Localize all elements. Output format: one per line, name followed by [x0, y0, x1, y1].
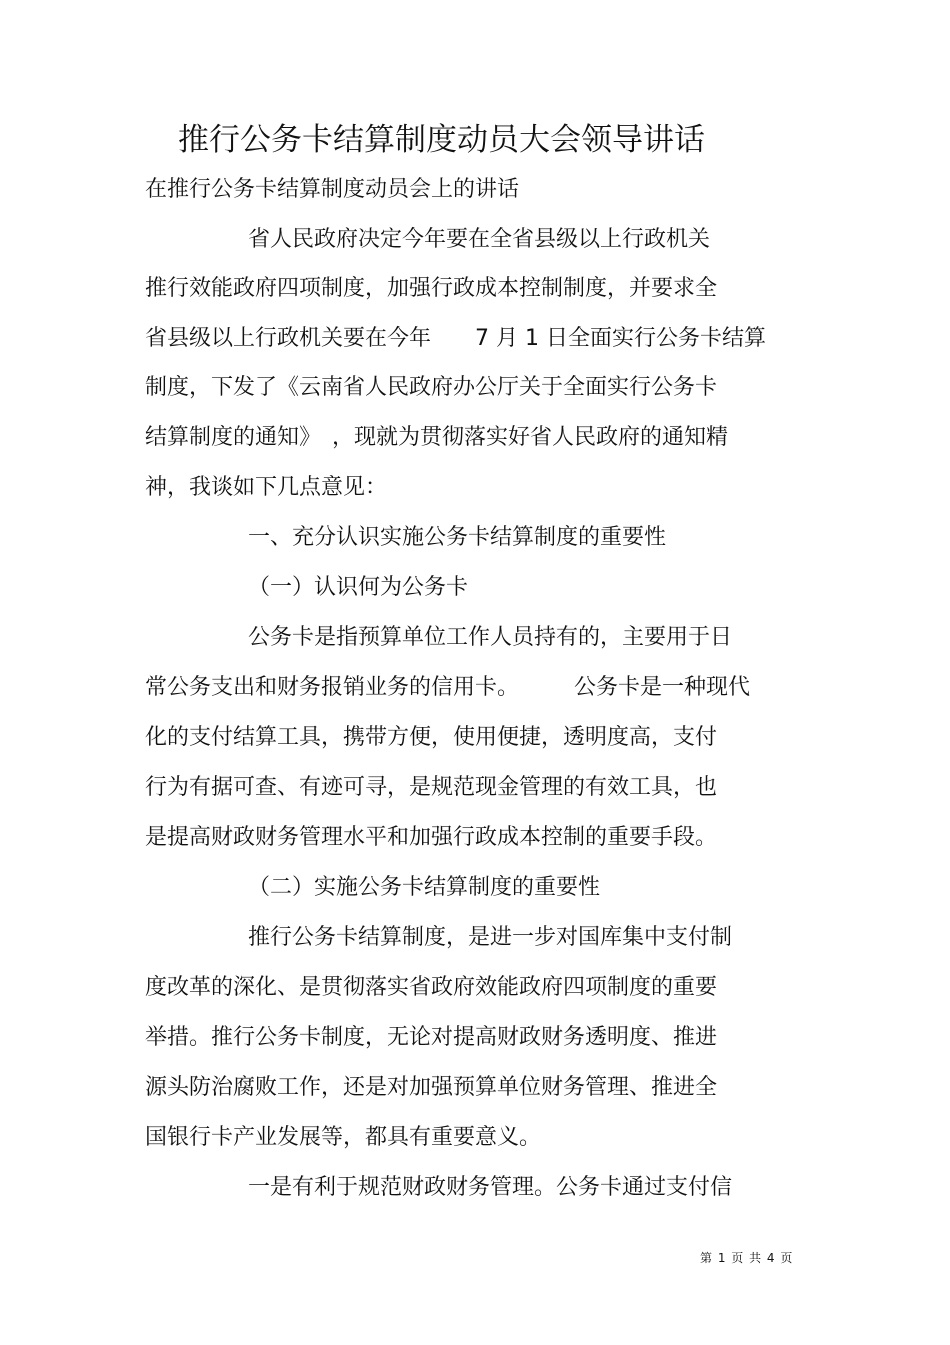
paragraph-line: 行为有据可查、有迹可寻，是规范现金管理的有效工具，也: [145, 775, 718, 800]
paragraph-line: 化的支付结算工具，携带方便，使用便捷，透明度高，支付: [145, 725, 718, 750]
paragraph-line: 制度，下发了《云南省人民政府办公厅关于全面实行公务卡: [145, 375, 718, 400]
section-heading: 一、充分认识实施公务卡结算制度的重要性: [248, 525, 667, 550]
paragraph-line: 源头防治腐败工作，还是对加强预算单位财务管理、推进全: [145, 1075, 718, 1100]
paragraph-line: 一是有利于规范财政财务管理。公务卡通过支付信: [248, 1175, 733, 1200]
paragraph-line: 公务卡是指预算单位工作人员持有的，主要用于日: [248, 625, 733, 650]
paragraph-line: 常公务支出和财务报销业务的信用卡。 公务卡是一种现代: [145, 675, 751, 700]
paragraph-line: 是提高财政财务管理水平和加强行政成本控制的重要手段。: [145, 825, 718, 850]
paragraph-line: 度改革的深化、是贯彻落实省政府效能政府四项制度的重要: [145, 975, 718, 1000]
subsection-heading: （一）认识何为公务卡: [248, 575, 469, 600]
paragraph-line: 神，我谈如下几点意见：: [145, 475, 388, 500]
paragraph-line: 国银行卡产业发展等，都具有重要意义。: [145, 1125, 542, 1150]
paragraph-line: 推行公务卡结算制度，是进一步对国库集中支付制: [248, 925, 733, 950]
document-subtitle: 在推行公务卡结算制度动员会上的讲话: [145, 177, 520, 202]
paragraph-line: 省人民政府决定今年要在全省县级以上行政机关: [248, 227, 711, 252]
subsection-heading: （二）实施公务卡结算制度的重要性: [248, 875, 601, 900]
paragraph-line: 推行效能政府四项制度，加强行政成本控制制度，并要求全: [145, 276, 718, 301]
document-title: 推行公务卡结算制度动员大会领导讲话: [178, 122, 705, 158]
page-footer: 第 1 页 共 4 页: [700, 1251, 794, 1265]
paragraph-line: 省县级以上行政机关要在今年 7 月 1 日全面实行公务卡结算: [145, 326, 766, 351]
paragraph-line: 结算制度的通知》 ，现就为贯彻落实好省人民政府的通知精: [145, 425, 729, 450]
paragraph-line: 举措。推行公务卡制度，无论对提高财政财务透明度、推进: [145, 1025, 718, 1050]
